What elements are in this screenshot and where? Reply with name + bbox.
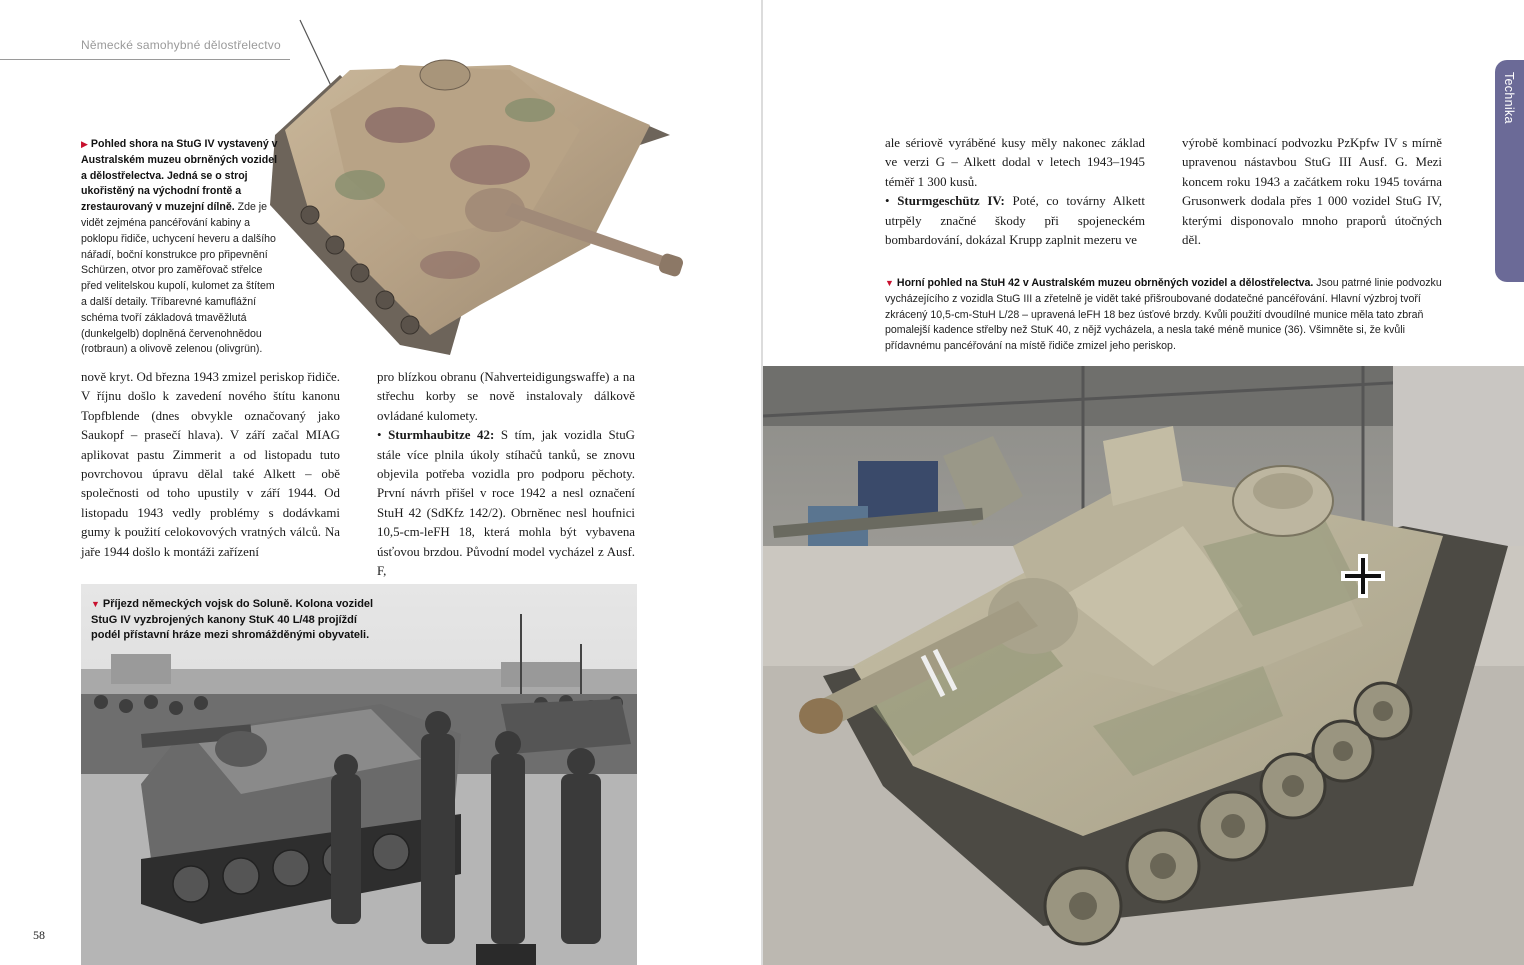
sturmgeschutz-iv-heading: Sturmgeschütz IV: [897,194,1005,209]
caption-top-bold: Pohled shora na StuG IV vystavený v Australském muzeu obrněných vozidel a dělostřelectva. Jedná se o stroj ukořistěný na východní frontě a zrestaurovaný v muzejní dílně. [81,138,278,214]
stuh-42-museum-photo [763,366,1524,965]
stug-iv-top-view-photo [250,15,710,360]
page-number: 58 [33,928,45,942]
caption-marker-icon: ▶ [81,139,88,149]
right-caption-text: Jsou patrné linie podvozku vycházejícího z vozidla StuG III a zřetelně je vidět také přišroubované dodatečné pancéřování. Hlavní výzbroj tvoří zkrácený 10,5-cm-StuH L/28 – upravená leFH 18 bez úsťové brzdy. Kvůli použití dvoudílné munice měla tato zbraň pomalejší kadence střelby než StuK 40, z nějž vycházela, a nesla také méně munice (36). Všimněte si, že kvůli přídavnému pancéřování na místě řidiče zmizel jeho periskop. [885,277,1442,353]
section-tab [1495,60,1524,282]
right-body-column-1-text-a: ale sériově vyráběné kusy měly nakonec základ ve verzi G – Alkett dodal v letech 1943–1945 téměř 1 300 kusů. [885,136,1145,189]
right-body-column-1 [885,134,1145,250]
right-caption-marker-icon: ▼ [885,278,894,288]
right-body-column-1-text-b: Poté, co továrny Alkett utrpěly značné škody při spojeneckém bombardování, dokázal Krupp zaplnit mezeru ve [885,194,1145,248]
caption-top-text: Zde je vidět zejména pancéřování kabiny a poklopu řidiče, uchycení heveru a dalšího nářadí, boční konstrukce pro připevnění Schürzen, otvor pro zaměřovač střelce před velitelskou kupolí, kulomet za štítem a další detaily. Tříbarevné kamuflážní schéma tvoří základová tmavěžlutá (dunkelgelb) doplněná červenohnědou (rotbraun) a olivově zelenou (olivgrün). [81,201,276,356]
section-tab-label: Technika [1502,72,1516,124]
sturmhaubitze-heading: Sturmhaubitze 42: [388,428,495,443]
running-head: Německé samohybné dělostřelectvo [81,38,281,52]
thessaloniki-photo [81,584,637,965]
right-caption-bold: Horní pohled na StuH 42 v Australském muzeu obrněných vozidel a dělostřelectva. [896,277,1314,289]
right-caption [885,276,1445,355]
caption-bottom [91,597,386,644]
caption-bottom-bold: Příjezd německých vojsk do Soluně. Kolona vozidel StuG IV vyzbrojených kanony StuK 40 L/48 projíždí podél přístavní hráze mezi shromážděnými obyvateli. [91,598,374,641]
right-body-column-1-section: • Sturmgeschütz IV: Poté, co továrny Alkett utrpěly značné škody při spojeneckém bombardování, dokázal Krupp zaplnit mezeru ve [885,194,1145,248]
caption-top [81,137,281,358]
right-body-column-2-text: výrobě kombinací podvozku PzKpfw IV s mírně upravenou nástavbou StuG III Ausf. G. Mezi koncem roku 1943 a začátkem roku 1945 továrna Grusonwerk dodala přes 1 000 vozidel StuG IV, kterými disponovalo mnoho praporů útočných děl. [1182,136,1442,248]
body-column-2-text-b: S tím, jak vozidla StuG stále více plnila úkoly stíhačů tanků, se znovu objevila potřeba vozidla pro podporu pěchoty. První návrh přišel v roce 1942 a nesl označení StuH 42 (SdKfz 142/2). Obrněnec nesl houfnici 10,5-cm-leFH 18, která mohla být vybavena úsťovou brzdou. Původní model vycházel z Ausf. F, [377,428,635,579]
body-column-2 [377,368,635,581]
right-page [763,0,1524,965]
body-column-2-text-a: pro blízkou obranu (Nahverteidigungswaffe) a na střechu korby se nově instalovaly dálkově ovládané kulomety. [377,370,635,423]
left-page [0,0,761,965]
body-column-2-section: • Sturmhaubitze 42: S tím, jak vozidla StuG stále více plnila úkoly stíhačů tanků, se znovu objevila potřeba vozidla pro podporu pěchoty. První návrh přišel v roce 1942 a nesl označení StuH 42 (SdKfz 142/2). Obrněnec nesl houfnici 10,5-cm-leFH 18, která mohla být vybavena úsťovou brzdou. Původní model vycházel z Ausf. F, [377,428,635,579]
caption-bottom-marker-icon: ▼ [91,599,100,609]
right-body-column-2 [1182,134,1442,250]
running-head-rule [0,59,290,60]
body-column-1 [81,368,340,562]
body-column-1-text: nově kryt. Od března 1943 zmizel periskop řidiče. V říjnu došlo k zavedení nového štítu kanonu Topfblende (dnes obvykle označovaný jako Saukopf – prasečí hlava). V září začal MIAG aplikovat pastu Zimmerit a od listopadu tuto povrchovou úpravu dělal také Alkett – obě společnosti od toho upustily v září 1944. Od listopadu 1943 vedly problémy s dodávkami gumy k použití celokovových vratných válců. Na jaře 1944 došlo k montáži zařízení [81,370,340,559]
